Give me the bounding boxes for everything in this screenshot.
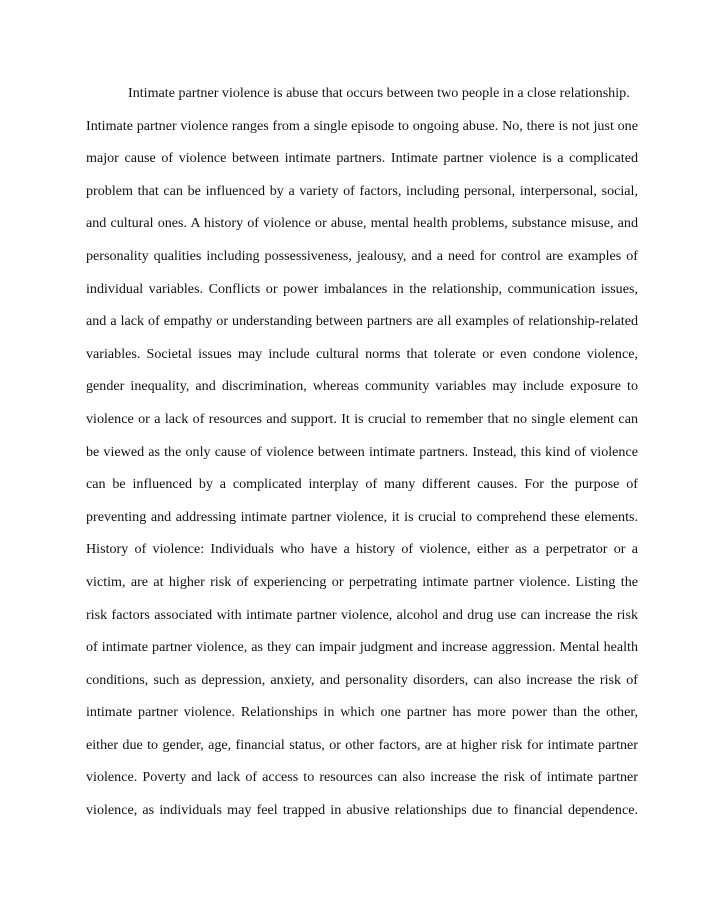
text-line: violence. Poverty and lack of access to resources can also increase the risk of intimate partner bbox=[86, 769, 638, 786]
text-line: personality qualities including possessiveness, jealousy, and a need for control are examples of bbox=[86, 247, 638, 264]
text-line: victim, are at higher risk of experiencing or perpetrating intimate partner violence. Listing the bbox=[86, 573, 638, 590]
text-line: problem that can be influenced by a variety of factors, including personal, interpersonal, social, bbox=[86, 182, 638, 199]
text-line: preventing and addressing intimate partner violence, it is crucial to comprehend these elements. bbox=[86, 508, 638, 525]
text-line: gender inequality, and discrimination, whereas community variables may include exposure to bbox=[86, 378, 638, 395]
text-line: and cultural ones. A history of violence or abuse, mental health problems, substance misuse, and bbox=[86, 215, 638, 232]
text-line: be viewed as the only cause of violence between intimate partners. Instead, this kind of violence bbox=[86, 443, 638, 460]
text-line: of intimate partner violence, as they can impair judgment and increase aggression. Mental health bbox=[86, 639, 638, 656]
text-line: and a lack of empathy or understanding between partners are all examples of relationship-related bbox=[86, 313, 638, 330]
text-line: variables. Societal issues may include cultural norms that tolerate or even condone violence, bbox=[86, 345, 638, 362]
text-line: either due to gender, age, financial status, or other factors, are at higher risk for intimate partner bbox=[86, 736, 638, 753]
text-line: can be influenced by a complicated interplay of many different causes. For the purpose of bbox=[86, 476, 638, 493]
text-line: Intimate partner violence is abuse that occurs between two people in a close relationship. bbox=[128, 85, 630, 101]
text-line: Intimate partner violence ranges from a single episode to ongoing abuse. No, there is not just one bbox=[86, 117, 638, 134]
text-line: risk factors associated with intimate partner violence, alcohol and drug use can increase the risk bbox=[86, 606, 638, 623]
text-line: individual variables. Conflicts or power imbalances in the relationship, communication issues, bbox=[86, 280, 638, 297]
text-line: intimate partner violence. Relationships in which one partner has more power than the other, bbox=[86, 704, 638, 721]
text-line: violence or a lack of resources and support. It is crucial to remember that no single element can bbox=[86, 410, 638, 427]
body-paragraph bbox=[86, 80, 638, 830]
text-line: conditions, such as depression, anxiety, and personality disorders, can also increase the risk of bbox=[86, 671, 638, 688]
text-line: violence, as individuals may feel trapped in abusive relationships due to financial dependence. bbox=[86, 802, 638, 819]
text-line: major cause of violence between intimate partners. Intimate partner violence is a complicated bbox=[86, 150, 638, 167]
text-line: History of violence: Individuals who have a history of violence, either as a perpetrator or a bbox=[86, 541, 638, 558]
